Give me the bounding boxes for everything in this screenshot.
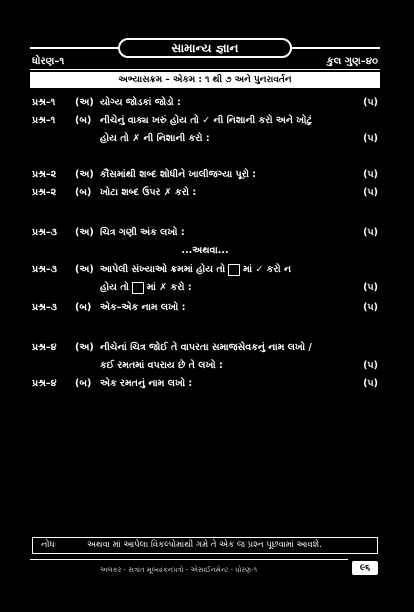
question-part: (અ): [75, 97, 94, 108]
footer-text: અલકર - સત્રાંત મૂલ્યાંકનપત્રો - એસાઈનમેન્ટ - ધોરણ-૧: [100, 566, 258, 574]
question-part: (બ): [75, 378, 92, 389]
question-marks: (૫): [363, 360, 378, 371]
question-number: પ્રશ્ર–૩: [32, 302, 57, 313]
question-text: યોગ્ય જોડકાં જોડો :: [100, 97, 181, 108]
question-marks: (૫): [363, 97, 378, 108]
question-marks: (૫): [363, 227, 378, 238]
question-part: (અ): [75, 264, 94, 275]
question-marks: (૫): [363, 302, 378, 313]
question-number: પ્રશ્ર–૪: [32, 342, 57, 353]
note-box: [32, 537, 378, 554]
question-text: નીચેનાં ચિત્ર જોઈ તે વાપરતા સમાજસેવકનું નામ લખો /: [100, 342, 312, 353]
question-row: [32, 186, 378, 200]
question-row: [32, 96, 378, 110]
question-marks: (૫): [363, 169, 378, 180]
syllabus-text: અભ્યાસક્રમ – એકમ : ૧ થી ૭ અને પુનરાવર્તન: [118, 75, 292, 85]
question-continuation: [32, 281, 378, 295]
question-marks: (૫): [363, 133, 378, 144]
answer-box-icon: [132, 282, 144, 294]
page-title: સામાન્ય જ્ઞાન: [118, 38, 292, 58]
question-number: પ્રશ્ર–૧: [32, 115, 56, 126]
note-text: અથવા માં આપેલા વિકલ્પોમાંથી ગમે તે એક જ પ્રશ્ન પૂછવામાં આવશે.: [87, 540, 322, 550]
question-part: (અ): [75, 169, 94, 180]
question-row: [32, 226, 378, 240]
total-marks-label: કુલ ગુણ–૪૦: [326, 56, 378, 67]
note-label: નોંધઃ: [41, 540, 57, 550]
question-number: પ્રશ્ર–૪: [32, 378, 57, 389]
header-rule-left: [30, 47, 120, 49]
question-text-cont-a: હોય તો: [100, 282, 129, 293]
question-row: [32, 263, 378, 277]
question-text: ચિત્ર ગણી અંક લખો :: [100, 227, 185, 238]
header-rule-right: [290, 47, 380, 49]
question-part: (અ): [75, 227, 94, 238]
question-part: (બ): [75, 115, 92, 126]
question-text: [100, 263, 291, 277]
header-divider: [30, 69, 380, 70]
question-text-a: આપેલી સંખ્યાઓ ક્રમમાં હોય તો: [100, 264, 226, 275]
question-number: પ્રશ્ર–૨: [32, 169, 57, 180]
syllabus-banner: [30, 72, 380, 88]
question-text: નીચેનું વાક્ય ખરું હોય તો ✓ ની નિશાની કરો અને ખોટું: [100, 115, 313, 126]
question-row: [32, 301, 378, 315]
question-text: એક–એક નામ લખો :: [100, 302, 186, 313]
question-continuation: [32, 132, 378, 146]
question-row: [32, 114, 378, 128]
question-row: [32, 168, 378, 182]
question-text-cont: કઈ રમતમાં વપરાય છે તે લખો :: [100, 360, 223, 371]
question-text: કૌંસમાંથી શબ્દ શોધીને ખાલીજગ્યા પૂરો :: [100, 169, 257, 180]
question-number: પ્રશ્ર–૨: [32, 187, 57, 198]
question-text-b: માં ✓ કરો ન: [243, 264, 292, 275]
question-marks: (૫): [363, 187, 378, 198]
question-part: (બ): [75, 302, 92, 313]
footer-divider: [30, 559, 348, 560]
question-text: એક રમતનું નામ લખો :: [100, 378, 193, 389]
question-text-cont: [100, 281, 192, 295]
question-number: પ્રશ્ર–૧: [32, 97, 56, 108]
answer-box-icon: [228, 264, 240, 276]
question-text: ખોટા શબ્દ ઉપર ✗ કરો :: [100, 187, 197, 198]
question-marks: (૫): [363, 378, 378, 389]
question-marks: (૫): [363, 282, 378, 293]
question-row: [32, 341, 378, 355]
standard-label: ધોરણ–૧: [32, 56, 65, 67]
question-text-cont-b: માં ✗ કરો :: [146, 282, 192, 293]
question-text-cont: હોય તો ✗ ની નિશાની કરો :: [100, 133, 210, 144]
question-part: (બ): [75, 187, 92, 198]
or-separator: [32, 244, 378, 258]
page-number: ૯૬: [352, 561, 378, 575]
question-continuation: [32, 359, 378, 373]
question-number: પ્રશ્ર–૩: [32, 227, 57, 238]
question-part: (અ): [75, 342, 94, 353]
question-number: પ્રશ્ર–૩: [32, 264, 57, 275]
question-row: [32, 377, 378, 391]
or-text: ...અથવા...: [181, 245, 229, 256]
